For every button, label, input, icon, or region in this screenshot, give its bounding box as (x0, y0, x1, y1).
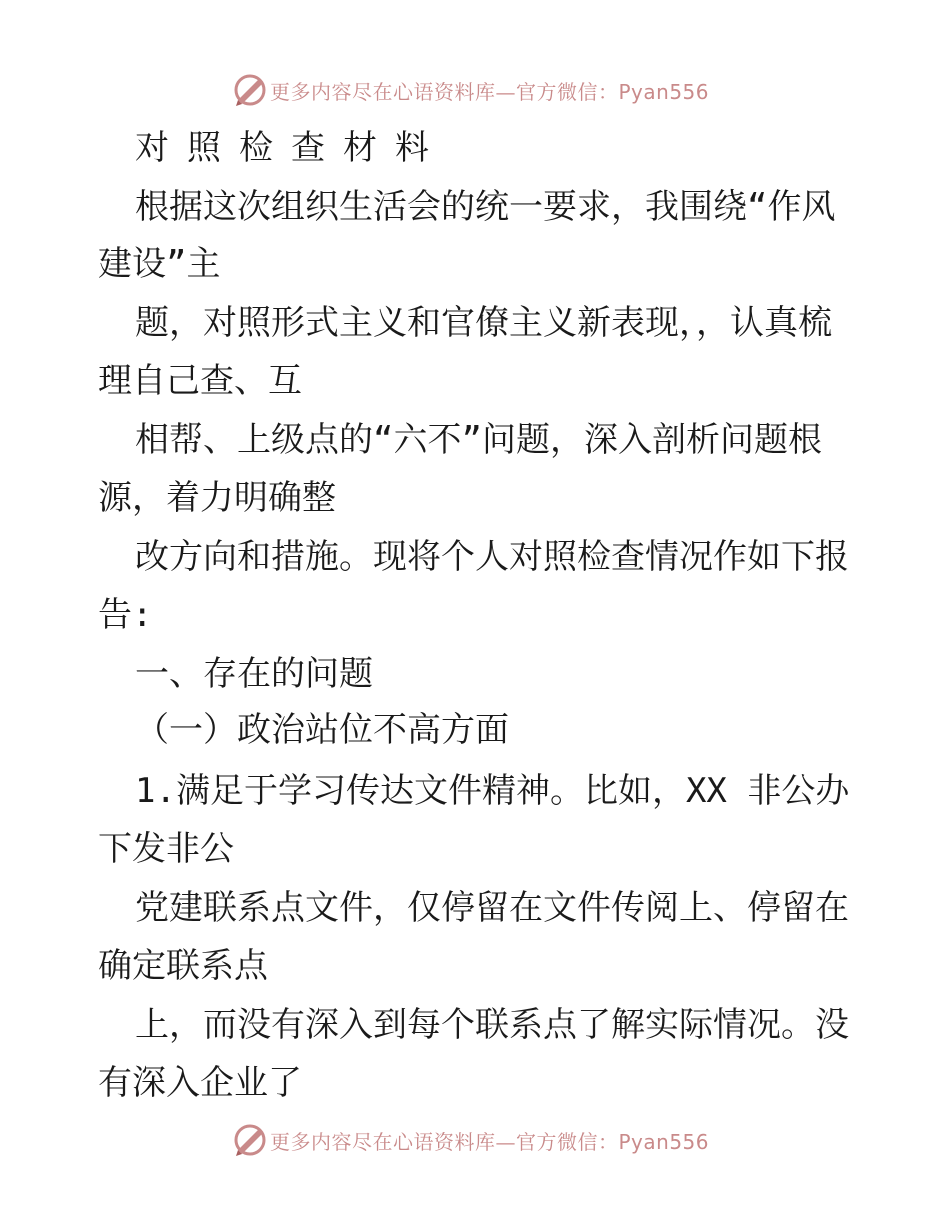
paragraph-line: 根据这次组织生活会的统一要求，我围绕“作风 (135, 187, 836, 227)
pen-logo-icon (232, 72, 268, 108)
paragraph-line: 改方向和措施。现将个人对照检查情况作如下报 (135, 537, 849, 577)
watermark-text: 更多内容尽在心语资料库—官方微信：Pyan556 (270, 1130, 710, 1154)
watermark-text: 更多内容尽在心语资料库—官方微信：Pyan556 (270, 80, 710, 104)
paragraph-line: 题，对照形式主义和官僚主义新表现，，认真梳 (135, 303, 832, 343)
watermark-header (0, 70, 950, 110)
paragraph-line: 有深入企业了 (98, 1063, 302, 1103)
paragraph-line: 理自己查、互 (98, 361, 302, 401)
paragraph-line: 源，着力明确整 (98, 478, 336, 518)
paragraph-line: 建设”主 (98, 244, 221, 284)
paragraph-line: 确定联系点 (98, 946, 268, 986)
section-heading: 一、存在的问题 (135, 654, 373, 694)
paragraph-line: 相帮、上级点的“六不”问题，深入剖析问题根 (135, 420, 822, 460)
paragraph-line: 告: (98, 595, 153, 635)
pen-logo-icon (232, 1122, 268, 1158)
paragraph-line: 党建联系点文件，仅停留在文件传阅上、停留在 (135, 888, 849, 928)
subsection-heading: （一）政治站位不高方面 (135, 710, 509, 750)
document-title: 对照检查材料 (135, 128, 447, 168)
watermark-wechat-id: Pyan556 (618, 1130, 710, 1154)
watermark-footer (0, 1120, 950, 1160)
paragraph-line: 下发非公 (98, 829, 234, 869)
watermark-wechat-id: Pyan556 (618, 80, 710, 104)
paragraph-line: 1.满足于学习传达文件精神。比如，XX 非公办 (135, 771, 850, 811)
paragraph-line: 上，而没有深入到每个联系点了解实际情况。没 (135, 1005, 849, 1045)
